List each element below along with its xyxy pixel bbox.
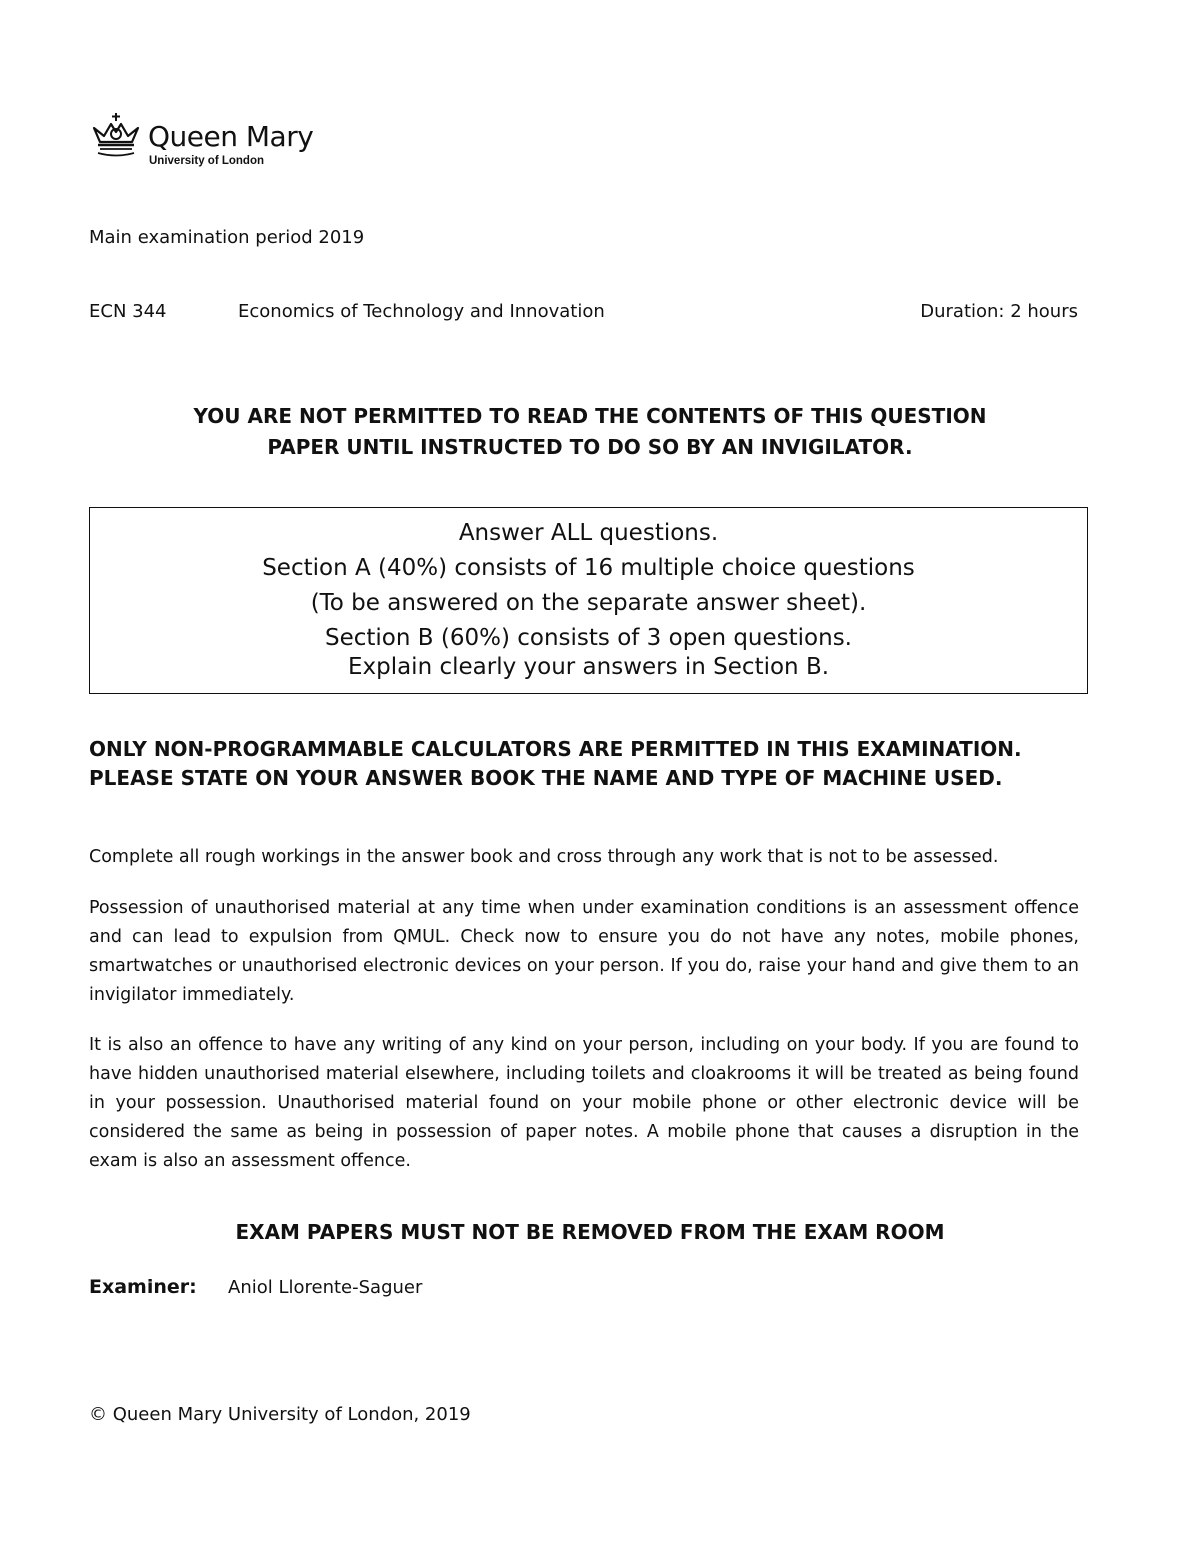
- course-code: ECN 344: [89, 301, 167, 322]
- instruction-line-3: (To be answered on the separate answer sheet).: [310, 590, 867, 616]
- crown-crest-icon: [88, 112, 144, 158]
- instruction-line-1: Answer ALL questions.: [458, 520, 719, 546]
- instructions-box: [89, 507, 1088, 694]
- examiner-label: Examiner:: [89, 1276, 197, 1298]
- reading-warning: [90, 401, 1090, 463]
- exam-duration: Duration: 2 hours: [920, 301, 1078, 322]
- institution-name: Queen Mary: [148, 120, 314, 153]
- university-logo: [88, 112, 348, 174]
- instruction-line-4: Section B (60%) consists of 3 open questions.: [325, 625, 852, 651]
- rough-workings-paragraph: Complete all rough workings in the answer book and cross through any work that is not to be assessed.: [89, 847, 999, 867]
- removal-notice: EXAM PAPERS MUST NOT BE REMOVED FROM THE EXAM ROOM: [235, 1220, 945, 1244]
- examination-period: Main examination period 2019: [89, 227, 365, 248]
- instruction-line-2: Section A (40%) consists of 16 multiple choice questions: [262, 555, 915, 581]
- reading-warning-line-2: PAPER UNTIL INSTRUCTED TO DO SO BY AN INVIGILATOR.: [267, 435, 913, 459]
- unauthorised-material-paragraph: Possession of unauthorised material at any time when under examination conditions is an assessment offence and can lead to expulsion from QMUL. Check now to ensure you do not have any notes, mobile phones, smartwatches or unauthorised electronic devices on your person. If you do, raise your hand and give them to an invigilator immediately.: [89, 898, 1079, 1005]
- examiner-name: Aniol Llorente-Saguer: [228, 1277, 423, 1298]
- writing-offence-paragraph: It is also an offence to have any writing of any kind on your person, including on your body. If you are found to have hidden unauthorised material elsewhere, including toilets and cloakrooms it will be treated as being found in your possession. Unauthorised material found on your mobile phone or other electronic device will be considered the same as being in possession of paper notes. A mobile phone that causes a disruption in the exam is also an assessment offence.: [89, 1035, 1079, 1171]
- reading-warning-line-1: YOU ARE NOT PERMITTED TO READ THE CONTENTS OF THIS QUESTION: [193, 404, 987, 428]
- copyright-notice: © Queen Mary University of London, 2019: [89, 1404, 471, 1425]
- course-title: Economics of Technology and Innovation: [238, 301, 605, 322]
- instruction-line-5: Explain clearly your answers in Section B.: [347, 654, 830, 680]
- calculator-notice: ONLY NON-PROGRAMMABLE CALCULATORS ARE PERMITTED IN THIS EXAMINATION. PLEASE STATE ON YOUR ANSWER BOOK THE NAME AND TYPE OF MACHINE USED.: [89, 737, 1022, 790]
- institution-subtitle: University of London: [149, 155, 264, 167]
